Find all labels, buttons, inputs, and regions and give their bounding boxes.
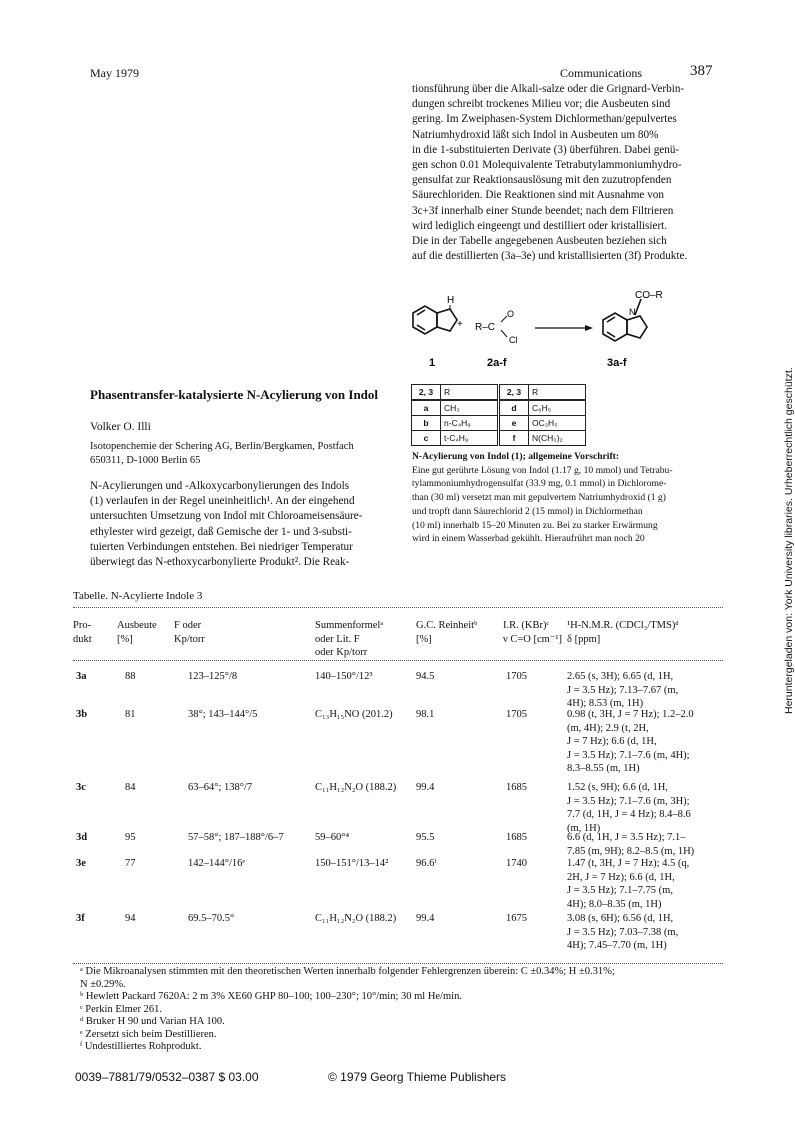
rtable-header-2: 2, 3 (499, 385, 529, 401)
text-line: und tropft dann Säurechlorid 2 (15 mmol) in Dichlormethan (412, 505, 643, 517)
text-line: auf die destillierten (3a–3e) und kristallisierten (3f) Produkte. (412, 250, 688, 263)
issn-code: 0039–7881/79/0532–0387 $ 03.00 (75, 1070, 259, 1084)
th-line: Summenformelᵃ (315, 620, 384, 631)
nmr-line: 1.47 (t, 3H, J = 7 Hz); 4.5 (q, (567, 858, 690, 869)
nmr-line: (m, 1H) (567, 822, 601, 834)
rtable-cell: t-C₄H₉ (441, 431, 499, 446)
rtable-cell: b (412, 416, 441, 431)
rtable-cell: c (412, 431, 441, 446)
th-line: oder Lit. F (315, 633, 360, 645)
chlorine-label: Cl (509, 335, 518, 345)
rtable-cell: n-C₄H₉ (441, 416, 499, 431)
procedure-title: N-Acylierung von Indol (1); allgemeine Vorschrift: (412, 451, 620, 462)
table-cell-yield: 84 (125, 782, 136, 793)
text-line: Eine gut gerührte Lösung von Indol (1.17 g, 10 mmol) und Tetrabu- (412, 464, 673, 476)
footnote-line: ᶠ Undestilliertes Rohprodukt. (80, 1041, 202, 1052)
table-cell-formula: 59–60°⁴ (315, 832, 350, 843)
rtable-cell: d (499, 400, 529, 416)
substituent-table (411, 384, 586, 446)
nmr-line: 1.52 (s, 9H); 6.6 (d, 1H, (567, 782, 668, 793)
th-line: [%] (117, 633, 133, 645)
table-rule-bottom (73, 963, 723, 964)
text-line: tuierten Verbindungen entstehen. Bei niedriger Temperatur (90, 540, 353, 553)
table-cell-yield: 81 (125, 709, 136, 720)
text-line: wird lediglich eingeengt und destilliert oder kristallisiert. (412, 219, 668, 232)
h-label: H (447, 295, 455, 306)
table-cell-prod: 3a (76, 671, 87, 682)
table-cell-yield: 88 (125, 671, 136, 682)
table-cell-prod: 3e (76, 858, 86, 869)
th-line: Kp/torr (174, 633, 205, 645)
nmr-line: J = 3.5 Hz); 7.1–7.6 (m, 4H); (567, 749, 690, 761)
text-line: Natriumhydroxid läßt sich Indol in Ausbeuten um 80% (412, 128, 659, 141)
rtable-cell: a (412, 400, 441, 416)
nmr-line: 6.6 (d, 1H, J = 3.5 Hz); 7.1– (567, 832, 686, 843)
th-ir (503, 619, 562, 646)
th-line: ¹H-N.M.R. (CDCl₃/TMS)ᵈ (567, 620, 679, 631)
table-cell-gc: 98.1 (416, 709, 435, 720)
nmr-line: 4H); 7.45–7.70 (m, 1H) (567, 940, 667, 951)
table-cell-gc: 99.4 (416, 913, 435, 924)
nmr-line: 2H, J = 7 Hz); 6.6 (d, 1H, (567, 871, 675, 883)
table-cell-gc: 95.5 (416, 832, 435, 843)
text-line: 3c+3f innerhalb einer Stunde beendet; nach dem Filtrieren (412, 204, 674, 217)
th-line: Pro- (73, 620, 92, 631)
article-title: Phasentransfer-katalysierte N-Acylierung von Indol (90, 387, 379, 402)
text-line: untersuchten Umsetzung von Indol mit Chloroameisensäure- (90, 510, 363, 523)
nmr-line: 0.98 (t, 3H, J = 7 Hz); 1.2–2.0 (567, 709, 694, 720)
label-compound-1: 1 (429, 357, 436, 369)
th-formula (315, 619, 383, 660)
table-rule-top (73, 607, 723, 608)
text-line: wird in einem Wasserbad gekühlt. Hieraufrührt man noch 20 (412, 533, 645, 545)
n-label: N (629, 307, 636, 317)
table-cell-fp: 69.5–70.5° (188, 913, 235, 924)
footnote-line: N ±0.29%. (80, 978, 126, 990)
label-compound-3: 3a-f (607, 357, 627, 369)
table-cell-gc: 96.6ᶠ (416, 858, 437, 869)
table-cell-formula: C₁₁H₁₂N₂O (188.2) (315, 782, 397, 793)
rtable-header-r2: R (529, 385, 586, 401)
rtable-cell: OC₂H₅ (529, 416, 586, 431)
article-intro (90, 479, 390, 570)
table-cell-ir: 1685 (506, 832, 527, 843)
rtable-header-1: 2, 3 (412, 385, 441, 401)
rtable-cell: f (499, 431, 529, 446)
nmr-line: 8.3–8.55 (m, 1H) (567, 763, 640, 774)
text-line: gering. Im Zweiphasen-System Dichlormethan/gepulvertes (412, 113, 677, 126)
table-cell-yield: 95 (125, 832, 136, 843)
nmr-line: J = 7 Hz); 6.6 (d, 1H, (567, 736, 657, 747)
footnote-line: ᶜ Perkin Elmer 261. (80, 1003, 163, 1015)
table-cell-nmr (567, 670, 732, 711)
nmr-line: J = 3.5 Hz); 7.03–7.38 (m, (567, 926, 679, 938)
table-cell-gc: 99.4 (416, 782, 435, 793)
nmr-line: 3.08 (s, 6H); 6.56 (d, 1H, (567, 913, 674, 924)
table-cell-formula: 140–150°/12³ (315, 671, 373, 682)
table-rule-header (73, 660, 723, 661)
text-line: N-Acylierungen und -Alkoxycarbonylierungen des Indols (90, 480, 350, 492)
procedure-text (412, 464, 712, 546)
table-cell-nmr (567, 912, 732, 953)
table-cell-prod: 3f (76, 913, 85, 924)
table-cell-gc: 94.5 (416, 671, 435, 682)
table-cell-nmr (567, 857, 732, 911)
th-line: δ [ppm] (567, 633, 601, 645)
author-affiliation-2: 650311, D-1000 Berlin 65 (90, 455, 201, 466)
table-cell-ir: 1705 (506, 709, 527, 720)
text-line: (1) verlaufen in der Regel uneinheitlich¹. An der eingehend (90, 495, 355, 508)
cor-label: CO–R (635, 290, 663, 301)
th-line: ν C=O [cm⁻¹] (503, 633, 563, 645)
page-number: 387 (690, 63, 713, 79)
label-compound-2: 2a-f (487, 357, 507, 369)
table-cell-ir: 1675 (506, 913, 527, 924)
table-cell-nmr (567, 781, 732, 835)
nmr-line: 2.65 (s, 3H); 6.65 (d, 1H, (567, 671, 674, 682)
th-gc (416, 619, 477, 646)
header-date: May 1979 (90, 66, 139, 80)
footnote-line: ᵉ Zersetzt sich beim Destillieren. (80, 1028, 217, 1040)
nmr-line: 4H); 8.53 (m, 1H) (567, 698, 644, 709)
text-line: dungen schreibt trockenes Milieu vor; die Ausbeuten sind (412, 98, 671, 111)
author-affiliation-1: Isotopenchemie der Schering AG, Berlin/Bergkamen, Postfach (90, 441, 354, 452)
footnote-line: ᵇ Hewlett Packard 7620A: 2 m 3% XE60 GHP 80–100; 100–230°; 10°/min; 30 ml He/min. (80, 991, 462, 1002)
header-section: Communications (560, 66, 642, 80)
th-line: [%] (416, 633, 432, 645)
text-line: tionsführung über die Alkali-salze oder die Grignard-Verbin- (412, 83, 685, 95)
footnote-line: ᵈ Bruker H 90 und Varian HA 100. (80, 1016, 225, 1027)
table-cell-nmr (567, 708, 732, 776)
copyright: © 1979 Georg Thieme Publishers (328, 1070, 507, 1084)
rtable-cell: e (499, 416, 529, 431)
th-line: F oder (174, 620, 202, 631)
download-notice: Heruntergeladen von: York University libraries. Urheberrechtlich geschützt. (783, 367, 795, 714)
table-cell-fp: 57–58°; 187–188°/6–7 (188, 832, 284, 843)
th-fp (174, 619, 205, 646)
table-cell-formula: C₁₃H₁₅NO (201.2) (315, 709, 393, 720)
table-cell-nmr (567, 831, 732, 858)
text-line: in die 1-substituierten Derivate (3) überführen. Dabei genü- (412, 143, 680, 156)
table-cell-fp: 38°; 143–144°/5 (188, 709, 258, 720)
th-line: G.C. Reinheitᵇ (416, 620, 478, 631)
table-cell-formula: C₁₁H₁₂N₂O (188.2) (315, 913, 397, 924)
text-line: than (30 ml) versetzt man mit gepulvertem Natriumhydroxid (1 g) (412, 492, 666, 504)
indole-structure-3 (603, 299, 647, 341)
table-cell-prod: 3b (76, 709, 88, 720)
table-cell-ir: 1740 (506, 858, 527, 869)
table-cell-fp: 123–125°/8 (188, 671, 238, 682)
text-line: Die in der Tabelle angegebenen Ausbeuten beziehen sich (412, 235, 667, 248)
th-line: oder Kp/torr (315, 647, 368, 658)
footnote-line: ᵃ Die Mikroanalysen stimmten mit den theoretischen Werten innerhalb folgender Fehlergrenzen überein: C ±0.34%; H ±0.31%; (80, 966, 615, 977)
table-cell-ir: 1705 (506, 671, 527, 682)
text-line: ethylester wird gezeigt, daß Gemische der 1- und 3-substi- (90, 525, 352, 538)
table-cell-fp: 142–144°/16ᵉ (188, 858, 246, 869)
nmr-line: (m, 4H); 2.9 (t, 2H, (567, 722, 649, 734)
plus-sign: + (457, 319, 463, 330)
nmr-line: J = 3.5 Hz); 7.1–7.6 (m, 3H); (567, 795, 690, 807)
nmr-line: J = 3.5 Hz); 7.1–7.75 (m, (567, 885, 673, 896)
table-cell-yield: 77 (125, 858, 136, 869)
th-nmr (567, 619, 679, 646)
table-cell-fp: 63–64°; 138°/7 (188, 782, 253, 793)
nmr-line: 7.85 (m, 9H); 8.2–8.5 (m, 1H) (567, 845, 695, 857)
th-line: dukt (73, 633, 92, 645)
rtable-cell: C₆H₅ (529, 400, 586, 416)
table-cell-prod: 3c (76, 782, 86, 793)
rtable-header-r: R (441, 385, 499, 401)
th-line: I.R. (KBr)ᶜ (503, 620, 550, 631)
right-column-text (412, 82, 710, 264)
text-line: gensulfat zur Reaktionsauslösung mit den zuzutropfenden (412, 174, 672, 187)
nmr-line: J = 3.5 Hz); 7.13–7.67 (m, (567, 684, 679, 696)
text-line: gen schon 0.01 Molequivalente Tetrabutylammoniumhydro- (412, 159, 682, 172)
table-cell-prod: 3d (76, 832, 88, 843)
footnotes (80, 966, 730, 1054)
table-cell-ir: 1685 (506, 782, 527, 793)
th-yield (117, 619, 157, 646)
nmr-line: 4H); 8.0–8.35 (m, 1H) (567, 898, 662, 910)
nmr-line: 7.7 (d, 1H, J = 4 Hz); 8.4–8.6 (567, 809, 691, 820)
reagent-label: R–C (475, 322, 496, 333)
text-line: überwiegt das N-ethoxycarbonylierte Produkt². Die Reak- (90, 556, 350, 569)
text-line: (10 ml) innerhalb 15–20 Minuten zu. Bei zu starker Erwärmung (412, 519, 658, 531)
reaction-scheme (395, 285, 725, 380)
rtable-cell: N(CH₃)₂ (529, 431, 586, 446)
indole-structure-1 (413, 306, 457, 334)
table-caption: Tabelle. N-Acylierte Indole 3 (73, 590, 203, 602)
text-line: tylammoniumhydrogensulfat (33.9 mg, 0.1 mmol) in Dichlorome- (412, 478, 667, 490)
table-cell-formula: 150–151°/13–14² (315, 858, 389, 869)
oxygen-label: O (507, 309, 515, 319)
rtable-cell: CH₃ (441, 400, 499, 416)
table-cell-yield: 94 (125, 913, 136, 924)
article-author: Volker O. Illi (90, 421, 151, 433)
text-line: Säurechloriden. Die Reaktionen sind mit Ausnahme von (412, 189, 664, 202)
th-line: Ausbeute (117, 620, 157, 631)
th-product (73, 619, 92, 646)
